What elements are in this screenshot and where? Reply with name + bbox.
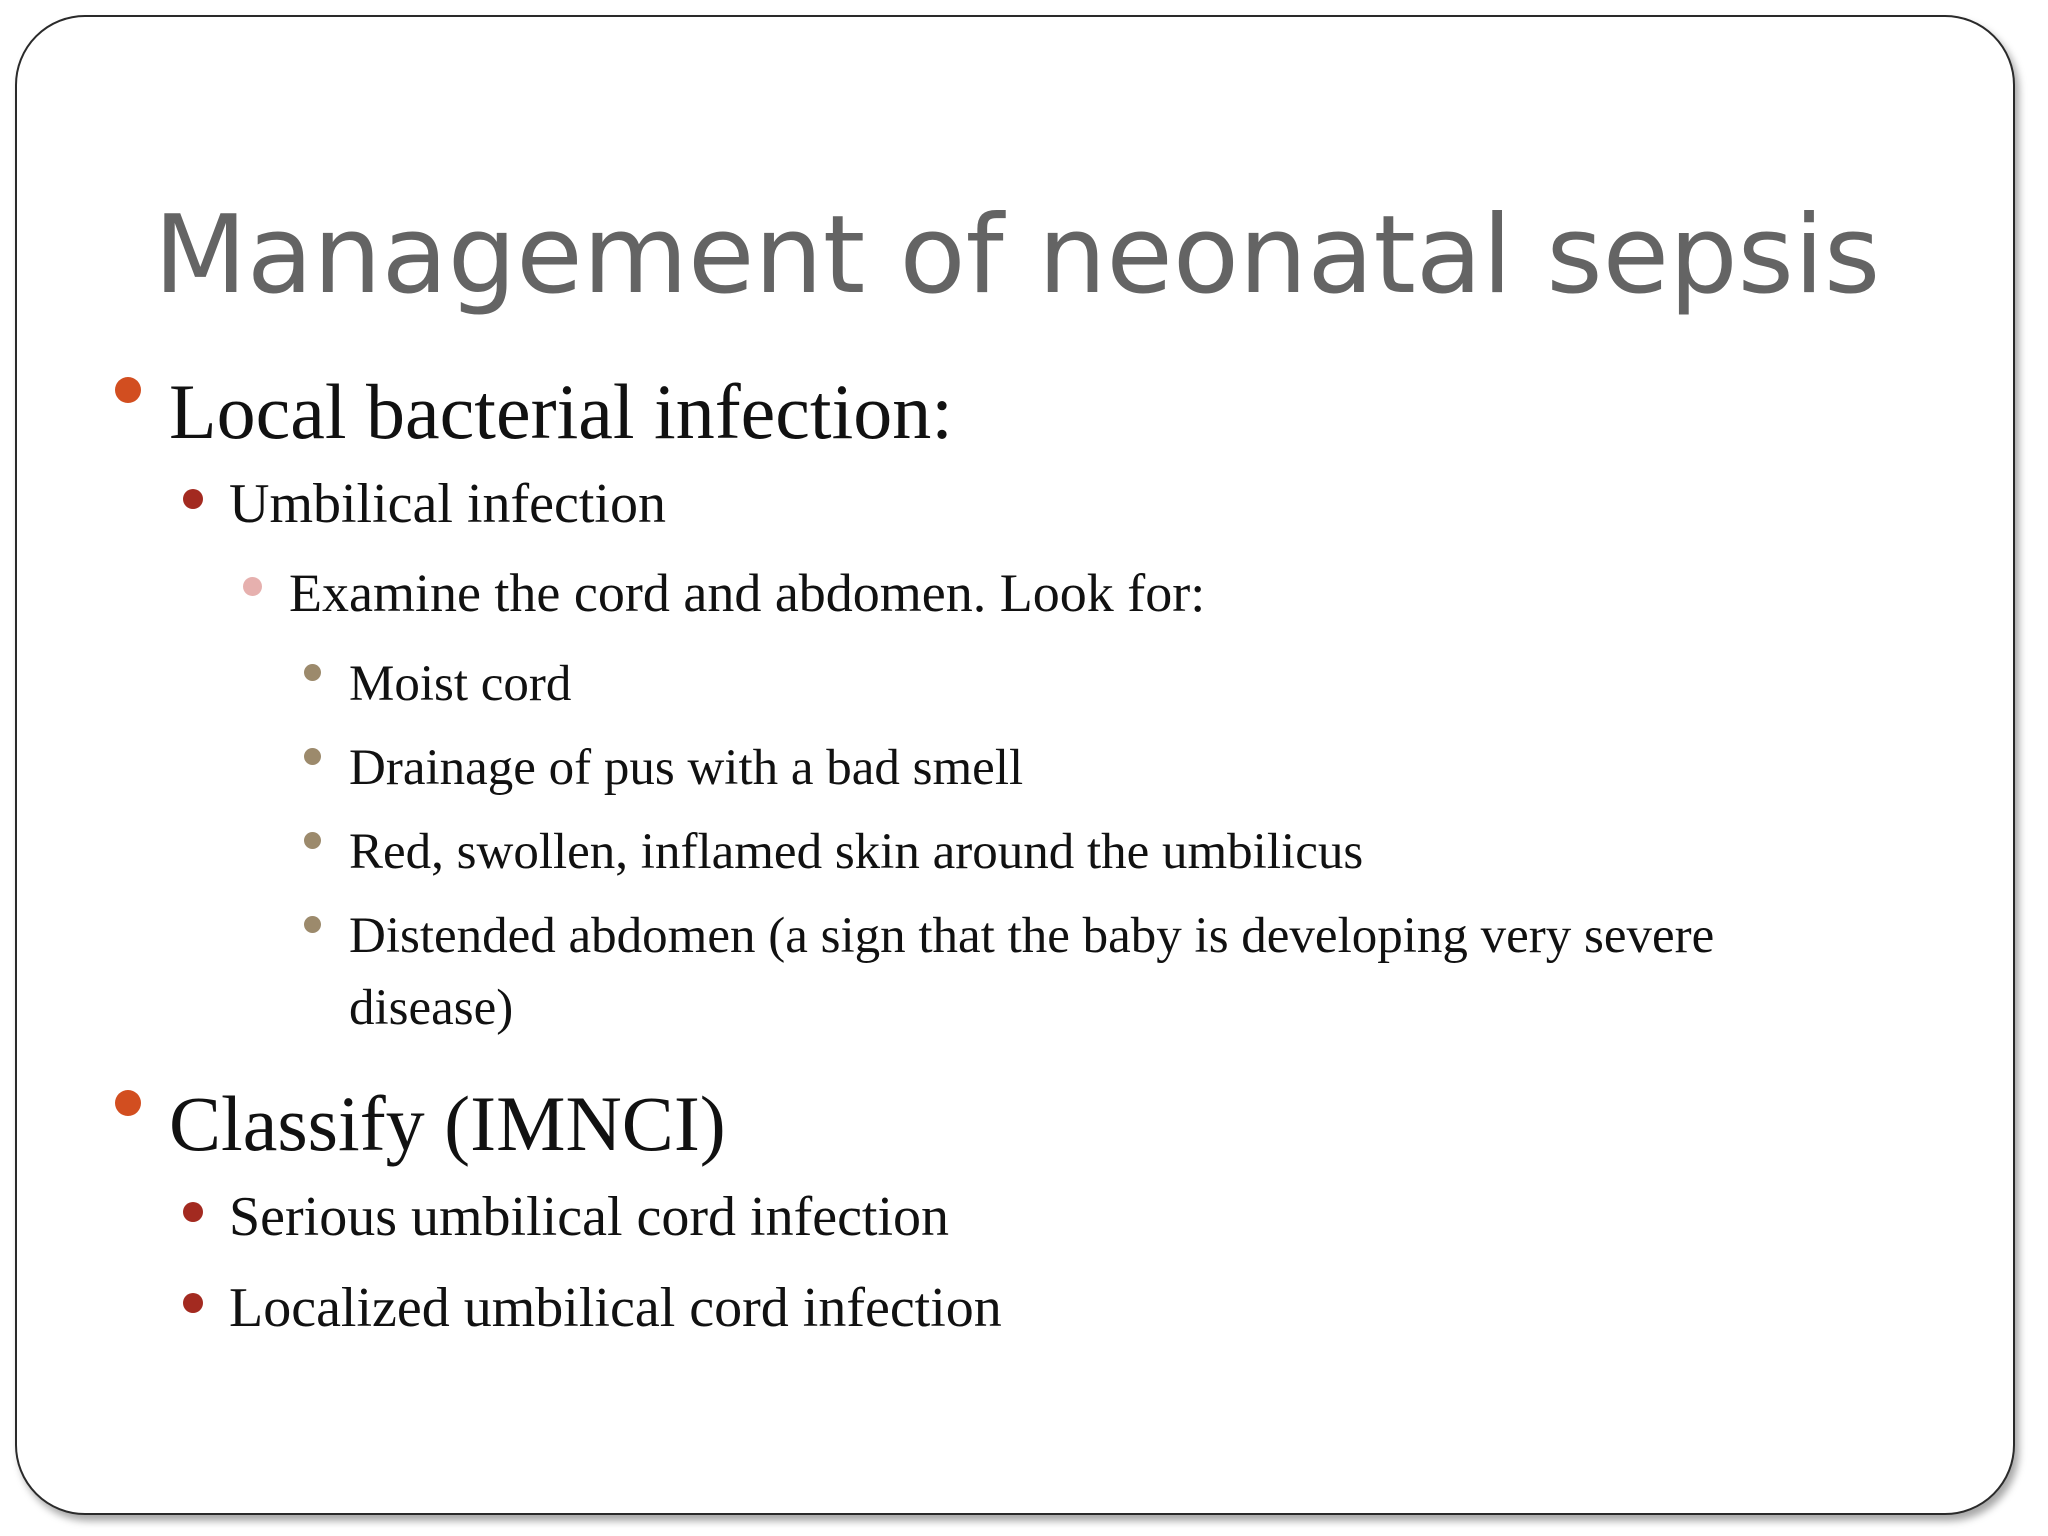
section-classify-imnci: Classify (IMNCI) (169, 1080, 726, 1167)
subitem-localized-cord-infection: Localized umbilical cord infection (229, 1277, 1002, 1339)
subitem-umbilical-infection: Umbilical infection (229, 473, 666, 535)
slide (15, 15, 2015, 1515)
list-item-drainage-pus: Drainage of pus with a bad smell (349, 740, 1024, 796)
bullet-level4-icon (304, 664, 321, 681)
list-item-distended-abdomen: Distended abdomen (a sign that the baby is developing very severe disease) (349, 908, 1715, 1036)
bullet-level4-icon (304, 748, 321, 765)
subitem-examine-cord: Examine the cord and abdomen. Look for: (289, 563, 1206, 623)
bullet-level3-icon (243, 577, 262, 596)
bullet-level2-icon (183, 1293, 203, 1313)
list-item-moist-cord: Moist cord (349, 656, 572, 712)
bullet-level2-icon (183, 489, 203, 509)
bullet-level1-icon (115, 377, 141, 403)
slide-title: Management of neonatal sepsis (153, 193, 1881, 318)
bullet-level1-icon (115, 1090, 141, 1116)
list-item-red-swollen-skin: Red, swollen, inflamed skin around the umbilicus (349, 824, 1364, 880)
bullet-level4-icon (304, 916, 321, 933)
bullet-level4-icon (304, 832, 321, 849)
section-local-bacterial-infection: Local bacterial infection: (169, 368, 953, 455)
subitem-serious-cord-infection: Serious umbilical cord infection (229, 1186, 950, 1248)
bullet-level2-icon (183, 1202, 203, 1222)
